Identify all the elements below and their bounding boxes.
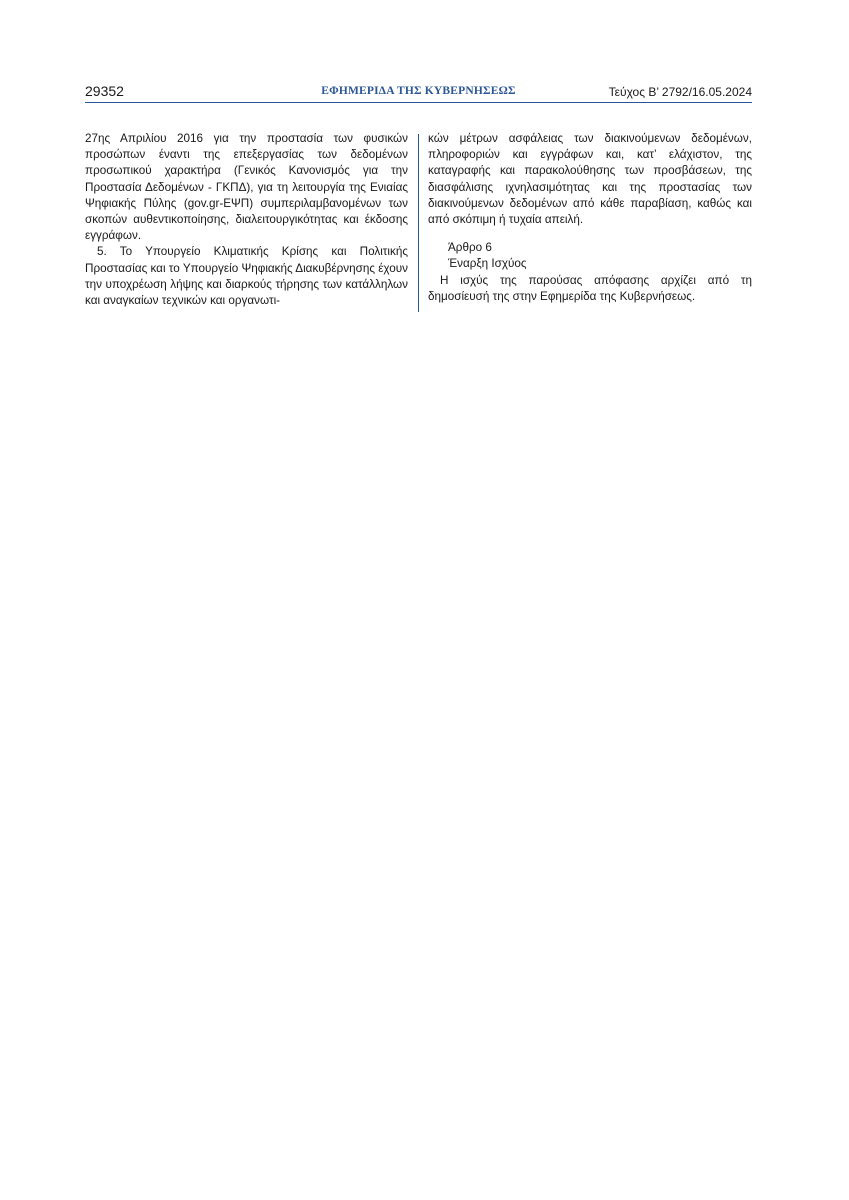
gazette-title: ΕΦΗΜΕΡΙΔΑ ΤΗΣ ΚΥΒΕΡΝΗΣΕΩΣ xyxy=(321,85,516,97)
paragraph-continuation: 27ης Απριλίου 2016 για την προστασία των φυσικών προσώπων έναντι της επεξεργασίας των δεδομένων προσωπικού χαρακτήρα (Γενικός Κανονισμός για την Προστασία Δεδομένων - ΓΚΠΔ), για τη λειτουργία της Ενιαίας Ψηφιακής Πύλης (gov.gr-ΕΨΠ) συμπεριλαμβανομένων των σκοπών αυθεντικοποίησης, διαλειτουργικότητας και έκδοσης εγγράφων. xyxy=(85,132,408,243)
column-divider xyxy=(418,134,419,312)
paragraph-5-continuation: κών μέτρων ασφάλειας των διακινούμενων δεδομένων, πληροφοριών και εγγράφων και, κατ’ ελάχιστον, της καταγραφής και παρακολούθησης των προσβάσεων, της διασφάλισης ιχνηλασιμότητας και της προστασίας των διακινούμενων δεδομένων από κάθε παραβίαση, καθώς και από σκόπιμη ή τυχαία απειλή. xyxy=(428,132,752,227)
article-title: Έναρξη Ισχύος xyxy=(448,257,527,271)
page-header xyxy=(85,82,752,104)
header-rule xyxy=(85,102,752,103)
paragraph-5: 5. Το Υπουργείο Κλιματικής Κρίσης και Πολιτικής Προστασίας και το Υπουργείο Ψηφιακής Διακυβέρνησης έχουν την υποχρέωση λήψης και διαρκούς τήρησης των κατάλληλων και αναγκαίων τεχνικών και οργανωτι- xyxy=(85,245,408,308)
issue-reference: Τεύχος Β’ 2792/16.05.2024 xyxy=(608,85,752,99)
spacer xyxy=(428,228,752,240)
right-column xyxy=(428,131,752,305)
page-number: 29352 xyxy=(85,83,124,99)
left-column xyxy=(85,131,408,309)
article-number: Άρθρο 6 xyxy=(448,241,492,255)
article-text: Η ισχύς της παρούσας απόφασης αρχίζει από τη δημοσίευσή της στην Εφημερίδα της Κυβερνήσεως. xyxy=(428,273,752,303)
